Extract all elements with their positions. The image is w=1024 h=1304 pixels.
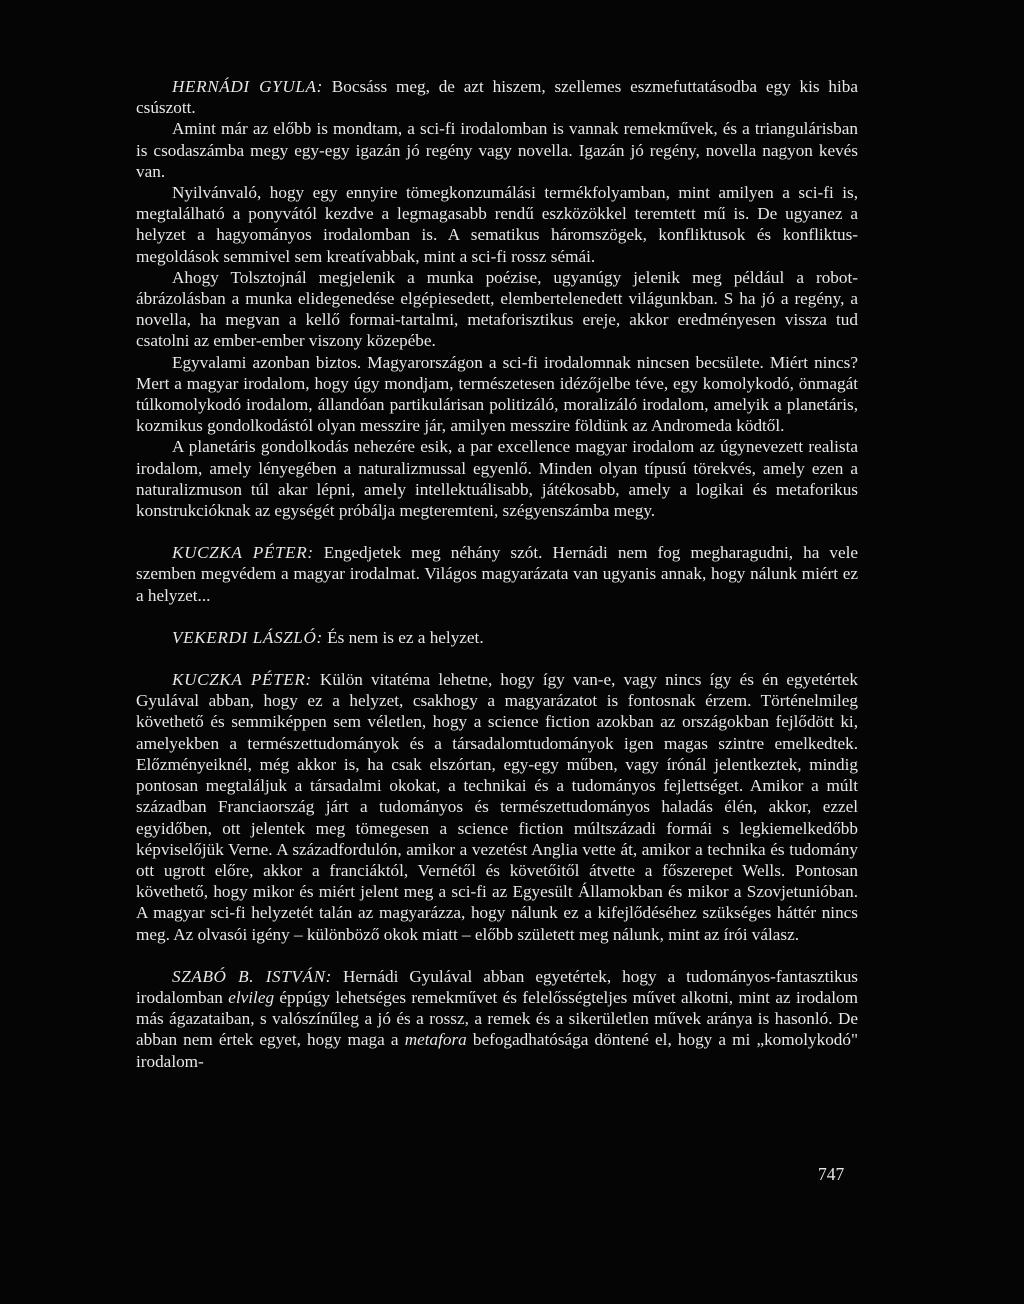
body-text: [136, 76, 858, 1093]
speaker-name: KUCZKA PÉTER:: [172, 543, 314, 563]
text-run: Bocsáss meg, de azt hiszem, szellemes eszmefuttatásodba egy kis hiba csúszott.: [136, 77, 859, 118]
text-run: Amint már az előbb is mondtam, a sci-fi irodalomban is vannak remekművek, és a triangulárisban is csodaszámba megy egy-egy igazán jó regény vagy novella. Igazán jó regény, novella nagyon kevés van.: [136, 119, 858, 181]
paragraph: [136, 76, 858, 118]
speaker-name: SZABÓ B. ISTVÁN:: [172, 966, 332, 986]
paragraph: [136, 966, 858, 1072]
speech-block: [136, 627, 858, 648]
text-run: A planetáris gondolkodás nehezére esik, a par excellence magyar irodalom az úgynevezett realista irodalom, amely lényegében a naturalizmussal egyenlő. Minden olyan típusú törekvés, amely ezen a naturalizmuson túl akar lépni, amely intellektuálisabb, játékosabb, amely a logikai és metaforikus konstrukcióknak az egységét próbálja megteremteni, szégyenszámba megy.: [136, 437, 858, 521]
text-run: éppúgy lehetséges remekművet és felelősségteljes művet alkotni, mint az irodalom más ágazataiban, s valószínűleg a jó és a rossz, a remek és a sikerületlen művek aránya is hasonló. De abban nem értek egyet, hogy maga a: [136, 987, 859, 1050]
speaker-name: VEKERDI LÁSZLÓ:: [172, 627, 323, 647]
paragraph: [136, 267, 858, 352]
speaker-name: HERNÁDI GYULA:: [172, 77, 323, 96]
speech-block: [136, 669, 858, 945]
paragraph: [136, 352, 858, 437]
paragraph: [136, 436, 858, 521]
paragraph: [136, 542, 858, 606]
paragraph: [136, 627, 858, 648]
text-run: Hernádi Gyulával abban egyetértek, hogy a tudományos-fantasztikus irodalomban: [136, 966, 858, 1007]
text-run: befogadhatósága döntené el, hogy a mi „komolykodó" irodalom-: [136, 1030, 858, 1071]
page-number: 747: [818, 1164, 845, 1184]
text-run: Nyilvánvaló, hogy egy ennyire tömegkonzumálási termékfolyamban, mint amilyen a sci-fi is, megtalálható a ponyvától kezdve a legmagasabb rendű eszközökkel teremtett mű is. De ugyanez a helyzet a hagyományos irodalomban is. A sematikus háromszögek, konfliktusok és konfliktus-megoldások semmivel sem kreatívabbak, mint a sci-fi rossz sémái.: [136, 183, 858, 266]
emphasized-word: metafora: [404, 1030, 467, 1050]
speech-block: [136, 966, 858, 1072]
text-run: És nem is ez a helyzet.: [327, 627, 484, 647]
emphasized-word: elvileg: [228, 987, 275, 1007]
speech-block: [136, 76, 858, 521]
paragraph: [136, 669, 858, 945]
text-run: Engedjetek meg néhány szót. Hernádi nem fog megharagudni, ha vele szemben megvédem a magyar irodalmat. Világos magyarázata van ugyanis annak, hogy nálunk miért ez a helyzet...: [136, 543, 858, 605]
speaker-name: KUCZKA PÉTER:: [172, 670, 312, 690]
speech-block: [136, 542, 858, 606]
paragraph: [136, 182, 858, 267]
text-run: Ahogy Tolsztojnál megjelenik a munka poézise, ugyanúgy jelenik meg például a robot-ábrázolásban a munka elidegenedése elgépiesedett, elembertelenedett világunkban. S ha jó a regény, a novella, ha megvan a kellő formai-tartalmi, metaforisztikus ereje, akkor eredményesen vissza tud csatolni az ember-ember viszony közepébe.: [136, 267, 858, 351]
paragraph: [136, 118, 858, 182]
text-run: Egyvalami azonban biztos. Magyarországon a sci-fi irodalomnak nincsen becsülete. Miért nincs? Mert a magyar irodalom, hogy úgy mondjam, természetesen idézőjelbe téve, egy komolykodó, önmagát túlkomolykodó irodalom, állandóan partikulárisan politizáló, moralizáló irodalom, amelyik a planetáris, kozmikus gondolkodástól olyan messzire jár, amilyen messzire földünk az Andromeda ködtől.: [136, 352, 858, 436]
text-run: Külön vitatéma lehetne, hogy így van-e, vagy nincs így és én egyetértek Gyulával abban, hogy ez a helyzet, csakhogy a magyarázatot is fontosnak érzem. Történelmileg követhető és semmiképpen sem véletlen, hogy a science fiction azokban az országokban fejlődött ki, amelyekben a természettudományok és a társadalomtudományok igen magas szintre emelkedtek. Előzményeiknél, még akkor is, ha csak elszórtan, egy-egy műben, vagy írónál jelentkeztek, mindig pontosan megtaláljuk a társadalmi okokat, a technikai és a tudományos fejlettséget. Amikor a múlt században Franciaország járt a tudományos és természettudományos haladás élén, akkor, ezzel egyidőben, ott jelentek meg tömegesen a science fiction múltszázadi formái s legkiemelkedőbb képviselőjük Verne. A századfordulón, amikor a vezetést Anglia vette át, amikor a technika és tudomány ott ugrott előre, akkor a franciáktól, Vernétől és követőitől átvette a főszerepet Wells. Pontosan követhető, hogy mikor és miért jelent meg a sci-fi az Egyesült Államokban és mikor a Szovjetunióban. A magyar sci-fi helyzetét talán az magyarázza, hogy nálunk ez a kifejlődéséhez szükséges háttér nincs meg. Az olvasói igény – különböző okok miatt – előbb született meg nálunk, mint az írói válasz.: [136, 670, 858, 944]
